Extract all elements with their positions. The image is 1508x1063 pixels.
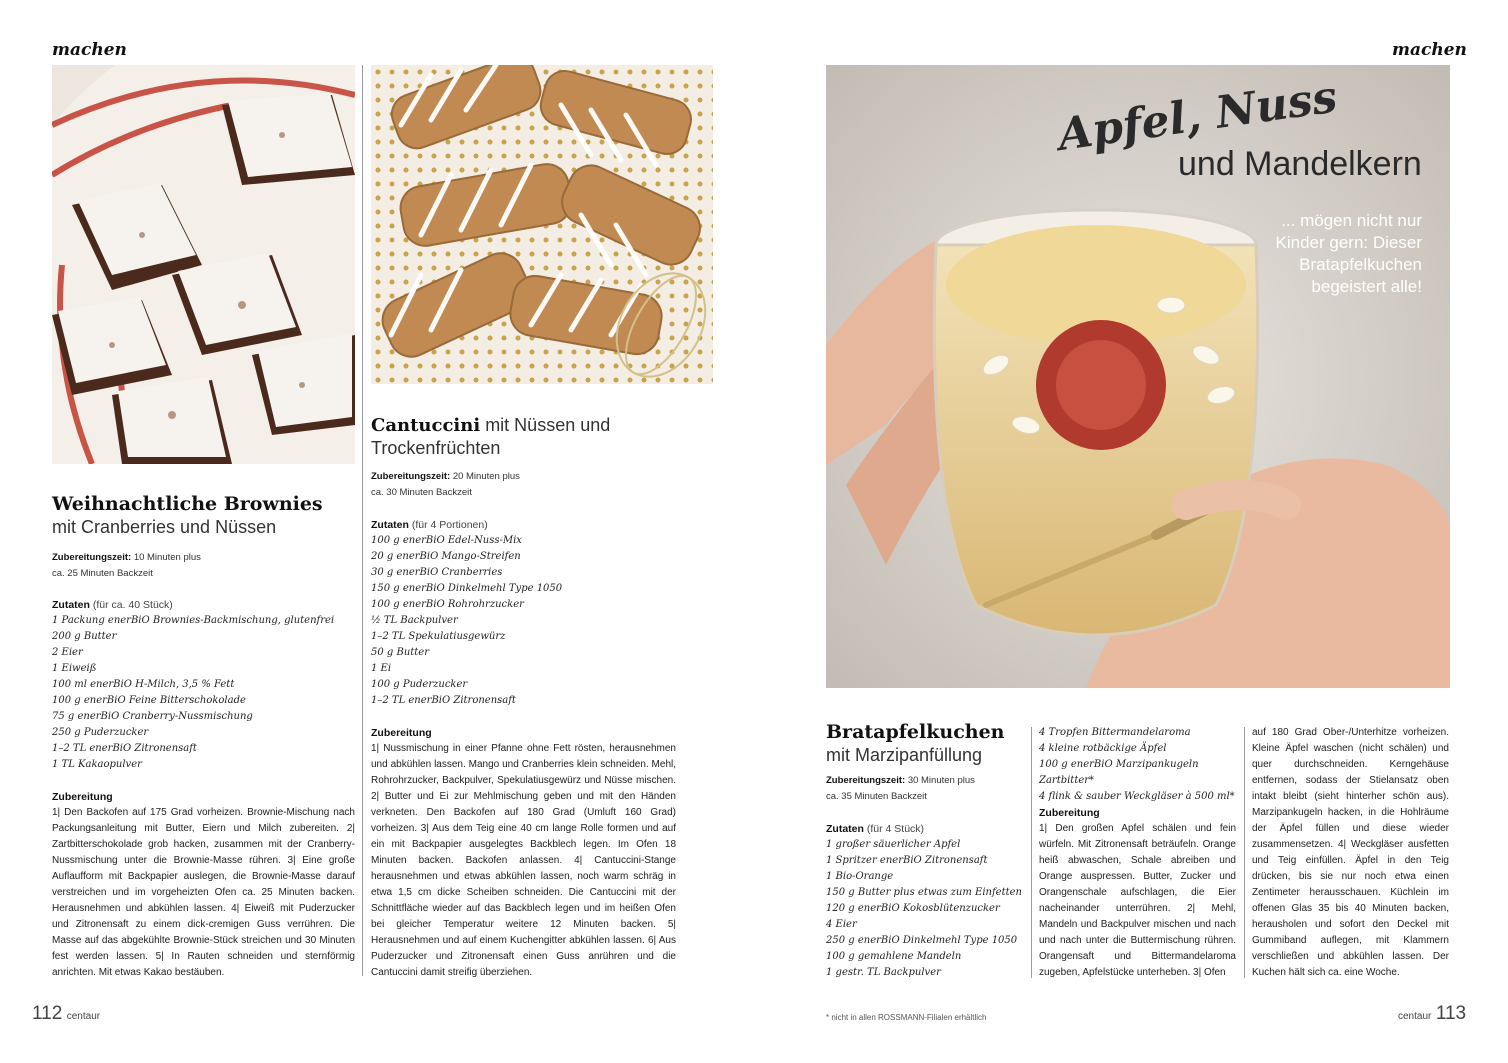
cantuccini-title-rest: mit Nüssen und Trockenfrüchten [371, 415, 611, 458]
cantuccini-title-bold: Cantuccini [371, 415, 481, 436]
bratapfel-ingredients-list [826, 837, 1026, 981]
brownies-photo [52, 65, 355, 464]
brownies-ingredients-list [52, 613, 352, 773]
prep-line2: ca. 30 Minuten Backzeit [371, 487, 472, 498]
bratapfel-title: Bratapfelkuchen [826, 721, 1005, 743]
teaser-text: ... mögen nicht nur Kinder gern: Dieser Bratapfelkuchen begeistert alle! [1275, 211, 1422, 296]
ingredients-label: Zutaten [826, 823, 864, 835]
ingredient-item: 1 großer säuerlicher Apfel [826, 839, 961, 850]
ingredients-note: (für 4 Stück) [866, 823, 925, 835]
brownies-prep-time [52, 550, 352, 582]
ingredient-item: 1 Spritzer enerBiO Zitronensaft [826, 855, 988, 866]
cantuccini-photo [371, 65, 713, 384]
prep-label: Zubereitungszeit: [826, 775, 906, 786]
headline-part2: und Mandelkern [1178, 145, 1422, 183]
ingredient-item: 100 g enerBiO Marzipankugeln Zartbitter* [1039, 759, 1199, 786]
ingredient-item: 100 g Puderzucker [371, 679, 468, 690]
brownies-ingredients-heading [52, 597, 173, 613]
brownies-method-heading: Zubereitung [52, 791, 113, 803]
column-divider-right-1 [1031, 727, 1032, 978]
ingredient-item: 250 g enerBiO Dinkelmehl Type 1050 [826, 935, 1018, 946]
ingredient-item: 1 Packung enerBiO Brownies-Backmischung, glutenfrei [52, 615, 335, 626]
brownies-title: Weihnachtliche Brownies [52, 493, 323, 515]
prep-line1: 10 Minuten plus [133, 552, 201, 563]
brownies-subtitle: mit Cranberries und Nüssen [52, 517, 277, 537]
prep-line1: 30 Minuten plus [907, 775, 975, 786]
ingredient-item: 100 g gemahlene Mandeln [826, 951, 962, 962]
ingredient-item: 4 kleine rotbäckige Äpfel [1039, 743, 1167, 754]
column-divider-left [362, 65, 363, 976]
ingredient-item: 4 Tropfen Bittermandelaroma [1039, 727, 1191, 738]
ingredient-item: 2 Eier [52, 647, 83, 658]
ingredient-item: 30 g enerBiO Cranberries [371, 567, 503, 578]
ingredient-item: 4 Eier [826, 919, 857, 930]
column-divider-right-2 [1244, 727, 1245, 978]
bratapfel-method-heading: Zubereitung [1039, 807, 1100, 819]
cantuccini-ingredients-heading [371, 517, 488, 533]
ingredient-item: 1 Ei [371, 663, 392, 674]
cantuccini-title [371, 414, 671, 459]
ingredients-note: (für ca. 40 Stück) [92, 599, 173, 611]
bratapfel-ingredients-list-2 [1039, 725, 1239, 805]
cantuccini-method-heading: Zubereitung [371, 727, 432, 739]
section-label-left: machen [52, 40, 127, 60]
ingredient-item: 1 gestr. TL Backpulver [826, 967, 941, 978]
bratapfel-subtitle: mit Marzipanfüllung [826, 745, 983, 765]
ingredient-item: 1 Eiweiß [52, 663, 97, 674]
ingredient-item: 1–2 TL enerBiO Zitronensaft [371, 695, 516, 706]
bratapfel-method-text-2: auf 180 Grad Ober-/Unterhitze vorheizen. Kleine Äpfel waschen (nicht schälen) und quer durchschneiden. Kerngehäuse entfernen, sodass der Stielansatz oben intakt bleibt (sieht hinterher schön aus). Marzipankugeln hacken, in die Hohlräume der Äpfel füllen und diese wieder zusammensetzen. 4| Weckgläser ausfetten und Teig einfüllen. Äpfel in den Teig drücken, bis sie nur noch etwa einen Zentimeter herausschauen. Küchlein im offenen Glas 35 bis 40 Minuten backen, herausholen und sofort den Deckel mit Gummiband auflegen, mit Klammern verschließen und abkühlen lassen. Der Kuchen hält sich ca. eine Woche. [1252, 727, 1449, 978]
page-footer-right [1398, 1003, 1466, 1025]
bratapfel-method-text-1: 1| Den großen Apfel schälen und fein würfeln. Mit Zitronensaft beträufeln. Orange heiß abwaschen, Schale abreiben und Orange auspressen. Butter, Zucker und Orangenschale aufschlagen, die Eier nacheinander unterrühren. 2| Mehl, Mandeln und Backpulver mischen und nach und nach unter die Buttermischung rühren. Orangensaft und Bittermandelaroma zugeben, Apfelstücke unterheben. 3| Ofen [1039, 823, 1236, 978]
section-label-right: machen [1392, 40, 1467, 60]
prep-label: Zubereitungszeit: [371, 471, 451, 482]
cantuccini-prep-time [371, 469, 671, 501]
cantuccini-method-text: 1| Nussmischung in einer Pfanne ohne Fett rösten, herausnehmen und abkühlen lassen. Mango und Cranberries klein schneiden. Mehl, Rohrohrzucker, Backpulver, Spekulatiusgewürz und Nüsse mischen. 2| Butter und Ei zur Mehlmischung geben und mit den Händen verkneten. Den Backofen auf 180 Grad (Umluft 160 Grad) vorheizen. 3| Aus dem Teig eine 40 cm lange Rolle formen und auf ein mit Backpapier ausgelegtes Backblech legen. Im Ofen 18 Minuten backen. Backofen anlassen. 4| Cantuccini-Stange herausnehmen und etwas abkühlen lassen, noch warm schräg in etwa 1,5 cm dicke Scheiben schneiden. Die Cantuccini mit der Schnittfläche wieder auf das Backblech legen und im heißen Ofen bei gleicher Temperatur weitere 12 Minuten backen. 5| Herausnehmen und auf einem Kuchengitter abkühlen lassen. 6| Aus Puderzucker und Zitronensaft einen Guss anrühren und die Cantuccini damit streifig überziehen. [371, 743, 676, 978]
magazine-name-right: centaur [1398, 1011, 1432, 1022]
brownies-illustration [52, 65, 355, 464]
ingredient-item: 100 g enerBiO Feine Bitterschokolade [52, 695, 246, 706]
magazine-name-left: centaur [66, 1011, 101, 1022]
ingredients-note: (für 4 Portionen) [411, 519, 488, 531]
ingredient-item: 100 g enerBiO Rohrohrzucker [371, 599, 524, 610]
ingredient-item: 120 g enerBiO Kokosblütenzucker [826, 903, 1000, 914]
prep-label: Zubereitungszeit: [52, 552, 132, 563]
ingredient-item: 250 g Puderzucker [52, 727, 149, 738]
page-number-right: 113 [1435, 1003, 1467, 1024]
prep-line2: ca. 25 Minuten Backzeit [52, 568, 153, 579]
ingredients-label: Zutaten [371, 519, 409, 531]
cantuccini-illustration [371, 65, 713, 384]
bratapfel-ingredients-heading [826, 821, 924, 837]
ingredient-item: 150 g enerBiO Dinkelmehl Type 1050 [371, 583, 563, 594]
ingredient-item: 1–2 TL enerBiO Zitronensaft [52, 743, 197, 754]
cantuccini-ingredients-list [371, 533, 671, 709]
brownies-method-text: 1| Den Backofen auf 175 Grad vorheizen. Brownie-Mischung nach Packungsanleitung mit Butter, Eiern und Milch zubereiten. 2| Zartbitterschokolade grob hacken, zusammen mit der Cranberry-Nussmischung unter die Brownie-Masse rühren. 3| Eine große Auflaufform mit Backpapier auslegen, die Brownie-Masse darauf verstreichen und im vorgeheizten Ofen ca. 25 Minuten backen. Herausnehmen und abkühlen lassen. 4| Eiweiß mit Puderzucker und Zitronensaft zu einem dick-cremigen Guss verrühren. Die Masse auf das abgekühlte Brownie-Stück streichen und 30 Minuten fest werden lassen. 5| In Rauten schneiden und sternförmig anrichten. Mit etwas Kakao bestäuben. [52, 807, 355, 978]
ingredient-item: 100 g enerBiO Edel-Nuss-Mix [371, 535, 522, 546]
ingredient-item: 50 g Butter [371, 647, 430, 658]
ingredient-item: 75 g enerBiO Cranberry-Nussmischung [52, 711, 253, 722]
headline-part1: Apfel, Nuss [1054, 71, 1341, 161]
ingredient-item: 100 ml enerBiO H-Milch, 3,5 % Fett [52, 679, 235, 690]
ingredient-item: 200 g Butter [52, 631, 117, 642]
ingredient-item: 150 g Butter plus etwas zum Einfetten [826, 887, 1022, 898]
page-number-left: 112 [32, 1003, 63, 1024]
ingredient-item: 4 flink & sauber Weckgläser à 500 ml* [1039, 791, 1235, 802]
ingredient-item: 1 TL Kakaopulver [52, 759, 142, 770]
ingredient-item: 1–2 TL Spekulatiusgewürz [371, 631, 506, 642]
page-footer-left [32, 1003, 100, 1025]
prep-line2: ca. 35 Minuten Backzeit [826, 791, 927, 802]
ingredient-item: 1 Bio-Orange [826, 871, 894, 882]
ingredients-label: Zutaten [52, 599, 90, 611]
prep-line1: 20 Minuten plus [452, 471, 520, 482]
ingredient-item: ½ TL Backpulver [371, 615, 458, 626]
ingredient-item: 20 g enerBiO Mango-Streifen [371, 551, 521, 562]
footnote: * nicht in allen ROSSMANN-Filialen erhältlich [826, 1013, 987, 1022]
bratapfel-prep-time [826, 773, 1026, 805]
